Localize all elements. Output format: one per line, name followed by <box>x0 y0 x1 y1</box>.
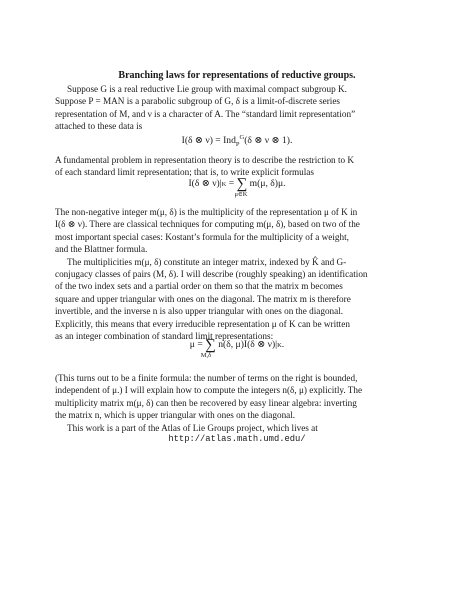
text-line: attached to these data is <box>55 121 143 132</box>
equation-lhs: I(δ ⊗ ν)| <box>188 178 222 189</box>
equation-equals: = <box>226 178 237 189</box>
paragraph-finite-formula <box>55 372 419 434</box>
text-line: and the Blattner formula. <box>55 244 148 255</box>
equation-subscript: K <box>221 181 227 188</box>
summation-index: μ∈K̂ <box>234 191 248 198</box>
paragraph-multiplicity <box>55 206 419 342</box>
text-line: This work is a part of the Atlas of Lie Groups project, which lives at <box>67 422 318 433</box>
text-line: most important special cases: Kostant’s formula for the multiplicity of a weight, <box>55 231 349 242</box>
equation-standard-representation <box>0 132 474 151</box>
equation-end: . <box>281 339 285 350</box>
summation-index: M,δ <box>200 352 212 359</box>
text-line: square and upper triangular with ones on the diagonal. The matrix m is therefore <box>55 293 351 304</box>
page-title: Branching laws for representations of reductive groups. <box>118 70 356 81</box>
summation-sign: ∑ <box>236 176 248 192</box>
text-line: Suppose P = MAN is a parabolic subgroup of G, δ is a limit-of-discrete series <box>55 96 341 107</box>
text-line: conjugacy classes of pairs (M, δ). I will describe (roughly speaking) an identification <box>55 269 368 280</box>
text-line: the matrix n, which is upper triangular with ones on the diagonal. <box>55 410 296 421</box>
text-line: invertible, and the inverse n is also upper triangular with ones on the diagonal. <box>55 306 344 317</box>
text-line: Suppose G is a real reductive Lie group with maximal compact subgroup K. <box>67 84 347 94</box>
equation-inverse <box>0 339 474 360</box>
equation-lhs: μ = <box>189 339 206 350</box>
text-line: The non-negative integer m(μ, δ) is the multiplicity of the representation μ of K in <box>55 207 358 217</box>
text-line: as an integer combination of standard limit representations: <box>55 331 274 342</box>
text-line: (This turns out to be a finite formula: the number of terms on the right is bounded, <box>55 373 358 383</box>
paragraph-setup <box>55 83 419 133</box>
text-line: representation of M, and ν is a character of A. The “standard limit representation” <box>55 108 356 119</box>
equation-subscript: K <box>277 342 282 349</box>
equation-rhs: m(μ, δ)μ. <box>247 178 286 189</box>
summation-sign: ∑ <box>205 337 216 353</box>
text-line: The multiplicities m(μ, δ) constitute an integer matrix, indexed by K̂ and G- <box>67 256 347 267</box>
text-line: of each standard limit representation; that is, to write explicit formulas <box>55 167 314 178</box>
text-line: of the two index sets and a partial order on them so that the matrix m becomes <box>55 281 343 292</box>
text-line: independent of μ.) I will explain how to compute the integers n(δ, μ) explicitly. The <box>55 385 363 396</box>
text-line: Explicitly, this means that every irreducible representation μ of K can be written <box>55 318 350 329</box>
equation-rhs: n(δ, μ)I(δ ⊗ ν)| <box>215 339 278 350</box>
equation-restriction <box>0 178 474 199</box>
text-line: multiplicity matrix m(μ, δ) can then be recovered by easy linear algebra: inverting <box>55 397 357 408</box>
text-line: I(δ ⊗ ν). There are classical techniques for computing m(μ, δ), based on two of the <box>55 219 360 230</box>
text-line: A fundamental problem in representation theory is to describe the restriction to K <box>55 155 355 165</box>
atlas-url-link[interactable]: http://atlas.math.umd.edu/ <box>168 434 306 444</box>
equation-text: I(δ ⊗ ν) = Ind$_P^G$(δ ⊗ ν ⊗ 1). <box>181 134 293 149</box>
